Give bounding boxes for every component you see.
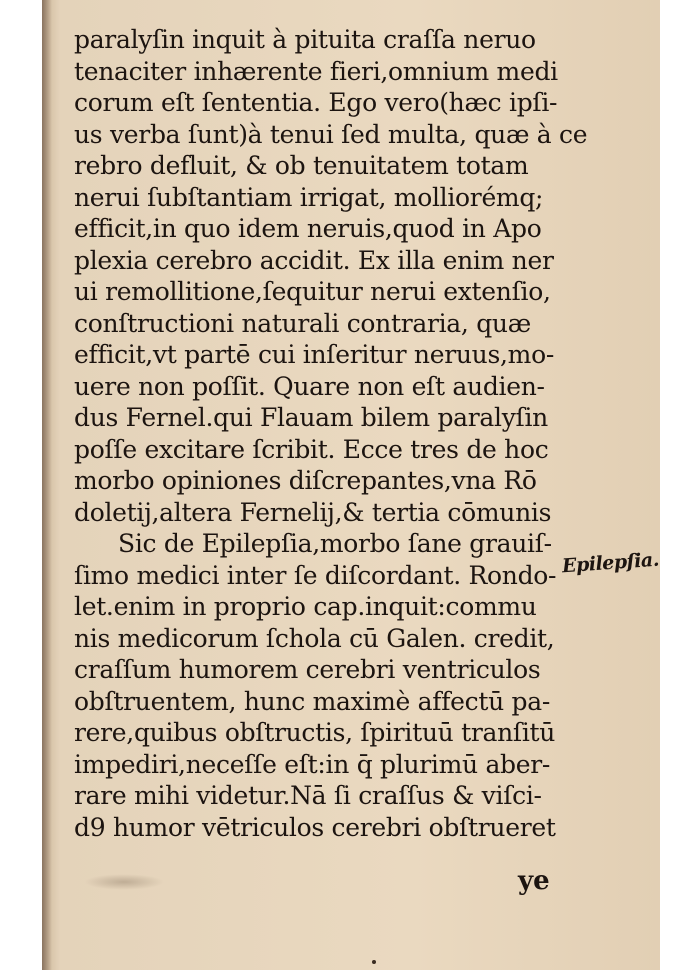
catchword: ye [518,866,550,896]
text-line: impediri,neceſſe eſt:in q̄ plurimū aber- [74,749,551,779]
text-line: uere non poſſit. Quare non eſt audien- [74,371,545,401]
text-line: obſtruentem, hunc maximè affectū pa- [74,686,551,716]
text-line: efficit,in quo idem neruis,quod in Apo [74,214,542,243]
text-line: rare mihi videtur.Nā ſi craſſus & viſci- [74,781,542,810]
body-text [74,24,588,843]
text-line: paralyſin inquit à pituita craſſa neruo [74,25,536,54]
text-line: craſſum humorem cerebri ventriculos [74,655,541,684]
text-line: plexia cerebro accidit. Ex illa enim ner [74,245,554,275]
text-line: rere,quibus obſtructis, ſpirituū tranſitū [74,718,556,747]
text-line: dus Fernel.qui Flauam bilem paralyſin [74,403,548,432]
text-line-paragraph-start: Sic de Epilepſia,morbo ſane grauiſ- [118,529,552,558]
text-line: poſſe excitare ſcribit. Ecce tres de hoc [74,434,549,464]
margin-note: Epilepſia. [561,548,660,578]
ink-dot [372,960,376,964]
text-line: doletij,altera Fernelij,& tertia cōmunis [74,497,552,527]
text-line: ui remollitione,ſequitur nerui extenſio, [74,277,551,306]
text-line: tenaciter inhærente fieri,omnium medi [74,56,558,86]
text-line: conſtructioni naturali contraria, quæ [74,308,531,338]
ink-smudge [84,874,164,890]
text-line: rebro defluit, & ob tenuitatem totam [74,151,529,180]
page-gutter-shadow [42,0,52,970]
text-line: ſimo medici inter ſe diſcordant. Rondo- [74,560,557,590]
text-line: corum eſt ſententia. Ego vero(hæc ipſi- [74,88,558,117]
book-page [42,0,660,970]
text-line: efficit,vt partē cui inſeritur neruus,mo- [74,340,554,369]
text-line: morbo opiniones diſcrepantes,vna Rō [74,466,537,495]
text-line: let.enim in proprio cap.inquit:commu [74,592,537,621]
text-line: us verba ſunt)à tenui ſed multa, quæ à ce [74,119,588,149]
text-line: nis medicorum ſchola cū Galen. credit, [74,623,555,653]
text-line: d9 humor vētriculos cerebri obſtrueret [74,812,556,842]
text-line: nerui ſubſtantiam irrigat, molliorémq; [74,182,544,212]
